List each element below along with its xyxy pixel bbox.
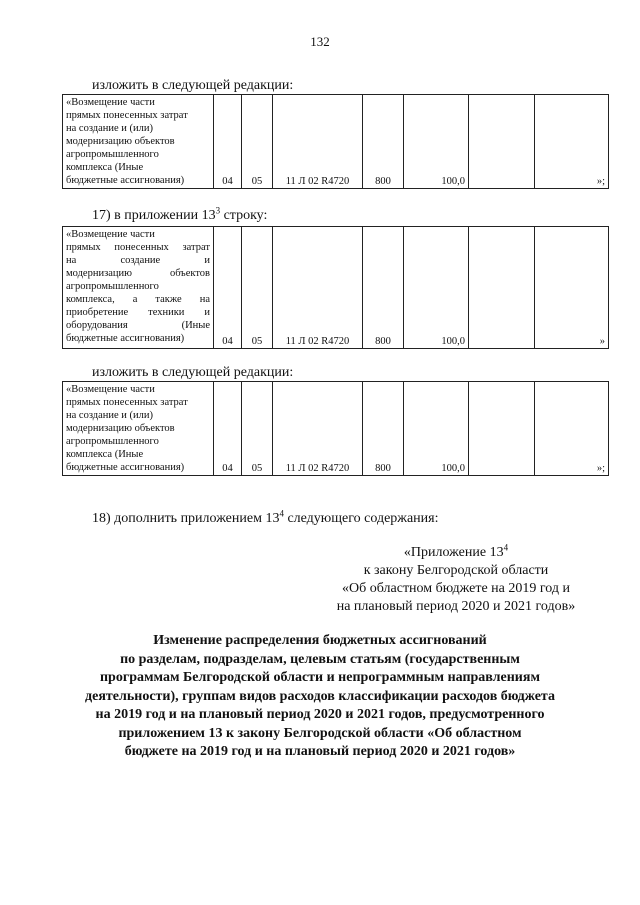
title-line: на 2019 год и на плановый период 2020 и 2021 годов, предусмотренного: [95, 707, 545, 722]
expense-type-cell: 800: [363, 227, 404, 349]
name-line: «Возмещение части: [66, 384, 155, 395]
name-line: агропромышленного: [66, 281, 159, 292]
page-number: 132: [310, 34, 330, 49]
name-line: комплекса (Иные: [66, 449, 144, 460]
title-line: приложением 13 к закону Белгородской области «Об областном: [118, 725, 522, 741]
closing-quote-cell: »;: [535, 382, 609, 476]
section-code-cell: 04: [214, 227, 242, 349]
empty-amount-cell: [469, 95, 535, 189]
expense-type-cell: 800: [363, 95, 404, 189]
closing-quote-cell: »: [535, 227, 609, 349]
name-line: бюджетные ассигнования): [66, 462, 185, 473]
subsection-code-cell: 05: [242, 95, 273, 189]
section1-table: [62, 94, 609, 189]
name-line: агропромышленного: [66, 436, 159, 447]
item17-heading: 17) в приложении $13^3$ строку:: [92, 205, 268, 223]
table-row: [63, 227, 609, 349]
name-line: модернизацию объектов: [66, 423, 175, 434]
name-line: оборудования (Иные: [66, 320, 210, 331]
amount-cell: 100,0: [404, 95, 469, 189]
section-code-cell: 04: [214, 95, 242, 189]
item18-text: 18) дополнить приложением $13^4$ следующего содержания:: [92, 508, 439, 526]
appendix-line: на плановый период 2020 и 2021 годов»: [336, 599, 576, 614]
table-row: [63, 95, 609, 189]
subsection-code-cell: 05: [242, 227, 273, 349]
closing-quote-cell: »;: [535, 95, 609, 189]
name-line: агропромышленного: [66, 149, 159, 160]
title-line: программам Белгородской области и непрограммным направлениям: [99, 670, 540, 685]
amount-cell: 100,0: [404, 382, 469, 476]
name-line: приобретение техники и: [66, 307, 210, 318]
expense-name-cell: [63, 95, 214, 189]
expense-type-cell: 800: [363, 382, 404, 476]
appendix-line: «Об областном бюджете на 2019 год и: [342, 581, 570, 596]
subsection-code-cell: 05: [242, 382, 273, 476]
name-line: «Возмещение части: [66, 97, 155, 108]
name-line: модернизацию объектов: [66, 268, 210, 279]
name-line: «Возмещение части: [66, 229, 155, 240]
name-line: бюджетные ассигнования): [66, 333, 185, 344]
document-title: [0, 632, 640, 762]
name-line: на создание и (или): [66, 123, 154, 134]
name-line: бюджетные ассигнования): [66, 175, 185, 186]
expense-name-cell: [63, 227, 214, 349]
expense-name-cell: [63, 382, 214, 476]
name-line: модернизацию объектов: [66, 136, 175, 147]
table-row: [63, 382, 609, 476]
name-line: комплекса (Иные: [66, 162, 144, 173]
section-code-cell: 04: [214, 382, 242, 476]
section2-table: [62, 226, 609, 349]
name-line: прямых понесенных затрат: [66, 242, 210, 253]
appendix-line: к закону Белгородской области: [363, 563, 549, 578]
amount-cell: 100,0: [404, 227, 469, 349]
target-article-cell: 11 Л 02 R4720: [273, 382, 363, 476]
title-line: Изменение распределения бюджетных ассигнований: [153, 633, 487, 648]
title-line: по разделам, подразделам, целевым статьям (государственным: [120, 651, 520, 667]
target-article-cell: 11 Л 02 R4720: [273, 95, 363, 189]
name-line: прямых понесенных затрат: [66, 110, 188, 121]
section1-heading: изложить в следующей редакции:: [92, 78, 294, 93]
title-line: деятельности), группам видов расходов классификации расходов бюджета: [85, 688, 555, 704]
empty-amount-cell: [469, 382, 535, 476]
name-line: комплекса, а также на: [66, 294, 210, 305]
appendix-reference: [300, 544, 612, 616]
target-article-cell: 11 Л 02 R4720: [273, 227, 363, 349]
name-line: на создание и: [66, 255, 210, 266]
section3-table: [62, 381, 609, 476]
section3-heading: изложить в следующей редакции:: [92, 365, 294, 380]
appendix-line: «Приложение $13^4$: [403, 542, 509, 560]
title-line: бюджете на 2019 год и на плановый период 2020 и 2021 годов»: [124, 744, 516, 759]
name-line: на создание и (или): [66, 410, 154, 421]
empty-amount-cell: [469, 227, 535, 349]
name-line: прямых понесенных затрат: [66, 397, 188, 408]
